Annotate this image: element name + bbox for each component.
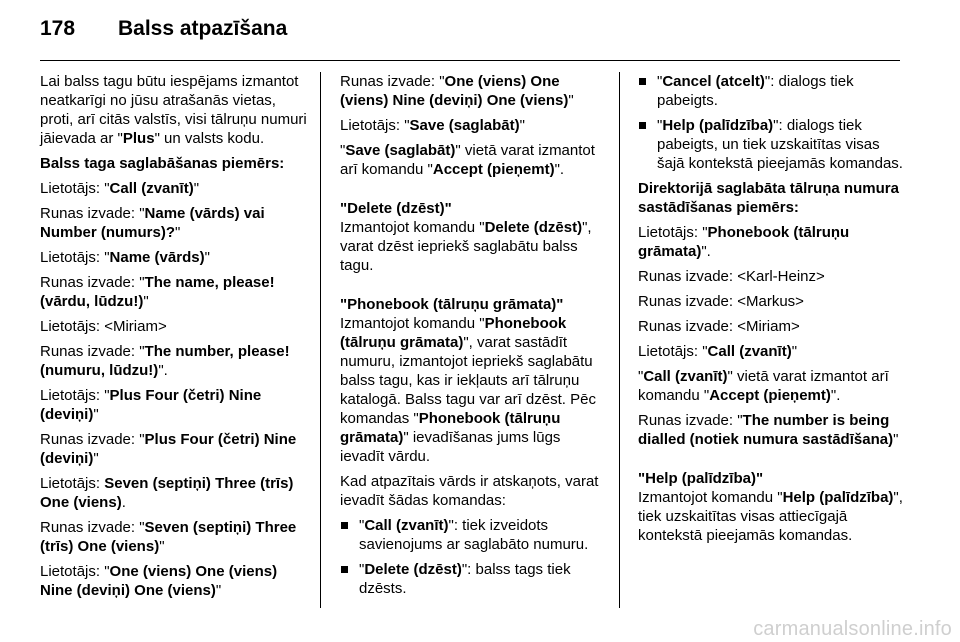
- help-heading: "Help (palīdzība)": [638, 470, 764, 487]
- watermark: carmanualsonline.info: [753, 618, 952, 640]
- delete-heading: "Delete (dzēst)": [340, 200, 452, 217]
- column-divider: [320, 72, 321, 608]
- dialog-line: Lietotājs: "Phonebook (tālruņu grāmata)".: [638, 224, 850, 260]
- intro-paragraph: Lai balss tagu būtu iespējams izmantot neatkarīgi no jūsu atrašanās vietas, proti, arī citās valstīs, visi tālruņu numuri jāievada ar "Plus" un valsts kodu.: [40, 73, 307, 147]
- column-3: [638, 72, 903, 551]
- save-note: "Save (saglabāt)" vietā varat izmantot arī komandu "Accept (pieņemt)".: [340, 142, 595, 178]
- dialog-line: Lietotājs: Seven (septiņi) Three (trīs) One (viens).: [40, 475, 294, 511]
- header-rule: [40, 60, 900, 61]
- list-item: "Delete (dzēst)": balss tags tiek dzēsts.: [340, 560, 607, 598]
- command-list: [340, 516, 607, 598]
- command-list: [638, 72, 903, 173]
- dialog-line: Runas izvade: "Seven (septiņi) Three (trīs) One (viens)": [40, 519, 297, 555]
- help-paragraph: Izmantojot komandu "Help (palīdzība)", tiek uzskaitītas visas attiecīgajā kontekstā pieejamās komandas.: [638, 489, 903, 544]
- dialog-line: Runas izvade: "The number, please! (numuru, lūdzu!)".: [40, 343, 290, 379]
- page-number: 178: [40, 17, 76, 40]
- commands-intro: Kad atpazītais vārds ir atskaņots, varat ievadīt šādas komandas:: [340, 473, 599, 509]
- dialog-line: Lietotājs: "Plus Four (četri) Nine (deviņi)": [40, 387, 262, 423]
- delete-paragraph: Izmantojot komandu "Delete (dzēst)", varat dzēst iepriekš saglabātu balss tagu.: [340, 219, 592, 274]
- phonebook-section: [340, 295, 607, 314]
- page-header: [40, 17, 287, 41]
- dialog-line: Runas izvade: <Markus>: [638, 293, 804, 310]
- phonebook-paragraph: Izmantojot komandu "Phonebook (tālruņu grāmata)", varat sastādīt numuru, izmantojot iepriekš saglabātu balss tagu, kas ir iekļauts arī tālruņu katalogā. Balss tagu var arī dzēst. Pēc komandas "Phonebook (tālruņu grāmata)" ievadīšanas jums lūgs ievadīt vārdu.: [340, 315, 596, 465]
- dialog-line: Runas izvade: "Plus Four (četri) Nine (deviņi)": [40, 431, 297, 467]
- example-heading: Balss taga saglabāšanas piemērs:: [40, 155, 285, 172]
- phonebook-heading: "Phonebook (tālruņu grāmata)": [340, 296, 564, 313]
- list-item: "Cancel (atcelt)": dialogs tiek pabeigts.: [638, 72, 903, 110]
- column-2: [340, 72, 607, 604]
- column-1: [40, 72, 308, 606]
- delete-section: [340, 199, 607, 218]
- column-divider: [619, 72, 620, 608]
- directory-heading: Direktorijā saglabāta tālruņa numura sastādīšanas piemērs:: [638, 180, 899, 216]
- dialog-line: Runas izvade: "The number is being dialled (notiek numura sastādīšana)": [638, 412, 899, 448]
- dialog-line: Lietotājs: <Miriam>: [40, 318, 167, 335]
- dialog-line: Lietotājs: "One (viens) One (viens) Nine (deviņi) One (viens)": [40, 563, 278, 599]
- list-item: "Help (palīdzība)": dialogs tiek pabeigts, un tiek uzskaitītas visas šajā kontekstā pieejamās komandas.: [638, 116, 903, 173]
- list-item: "Call (zvanīt)": tiek izveidots savienojums ar saglabāto numuru.: [340, 516, 607, 554]
- dialog-line: Lietotājs: "Call (zvanīt)": [40, 180, 200, 197]
- dialog-line: Runas izvade: "The name, please! (vārdu, lūdzu!)": [40, 274, 275, 310]
- help-section: [638, 469, 903, 488]
- call-note: "Call (zvanīt)" vietā varat izmantot arī komandu "Accept (pieņemt)".: [638, 368, 889, 404]
- dialog-line: Runas izvade: <Miriam>: [638, 318, 800, 335]
- dialog-line: Lietotājs: "Name (vārds)": [40, 249, 210, 266]
- dialog-line: Runas izvade: <Karl-Heinz>: [638, 268, 825, 285]
- dialog-line: Runas izvade: "Name (vārds) vai Number (numurs)?": [40, 205, 265, 241]
- dialog-line: Lietotājs: "Call (zvanīt)": [638, 343, 798, 360]
- dialog-line: Runas izvade: "One (viens) One (viens) Nine (deviņi) One (viens)": [340, 73, 574, 109]
- page-title: Balss atpazīšana: [118, 17, 288, 40]
- dialog-line: Lietotājs: "Save (saglabāt)": [340, 117, 525, 134]
